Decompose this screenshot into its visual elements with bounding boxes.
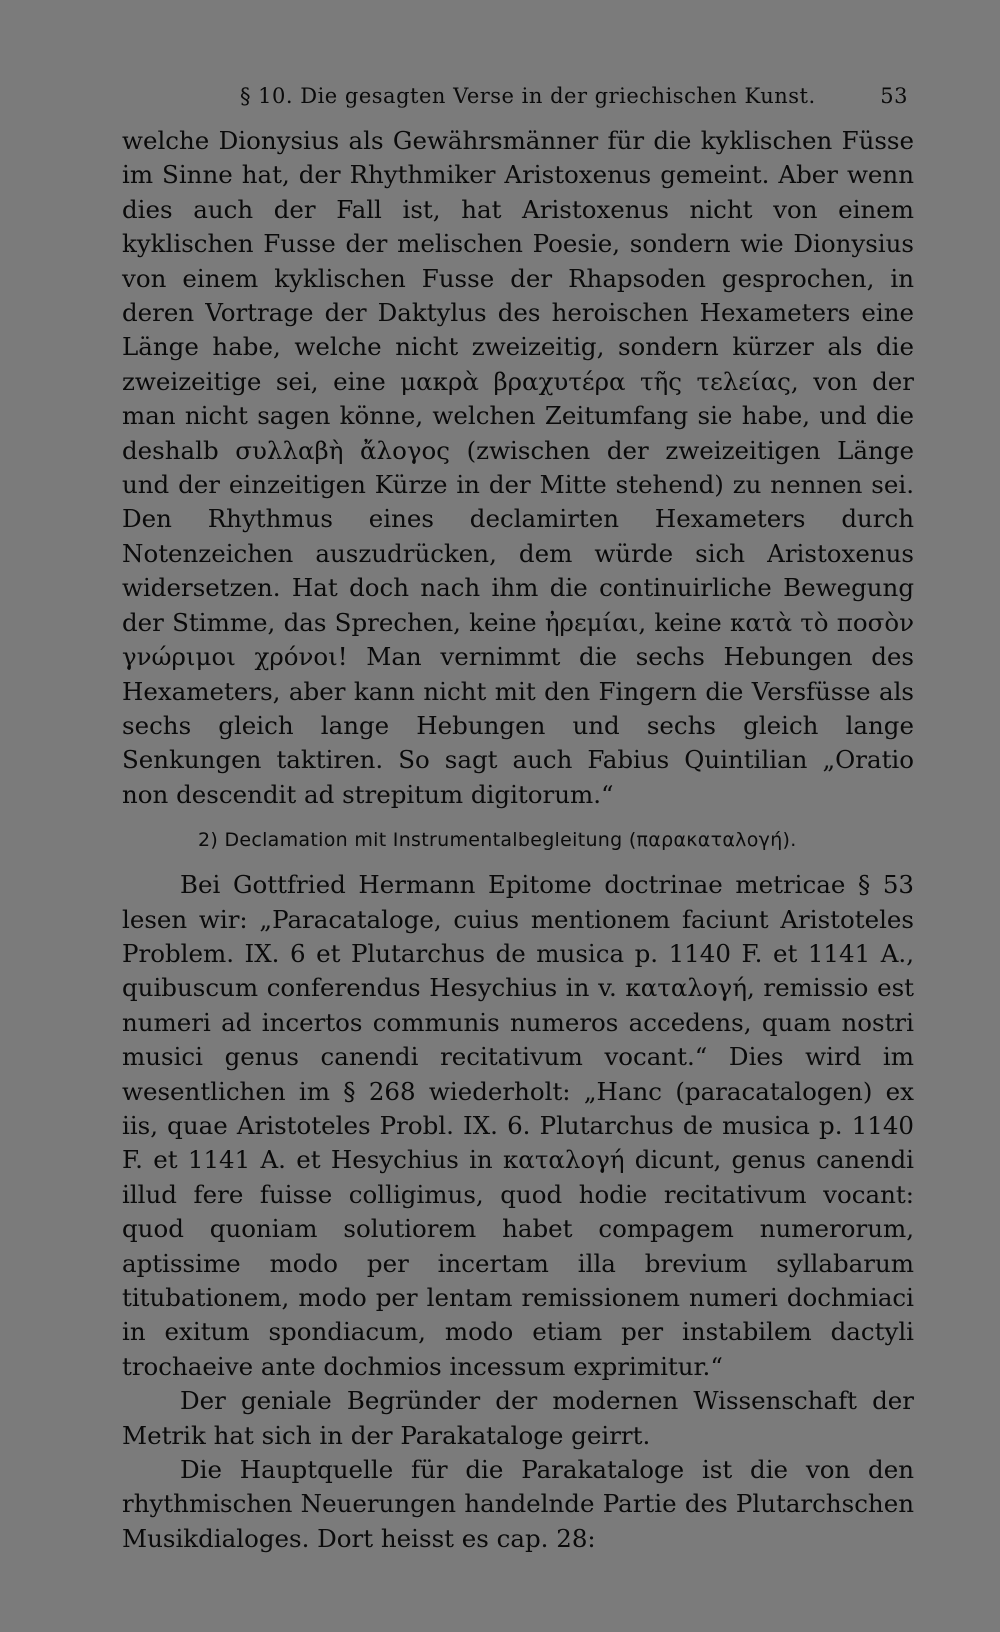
body-paragraph: Bei Gottfried Hermann Epitome doctrinae metricae § 53 lesen wir: „Paracataloge, cuius mentionem faciunt Aristoteles Problem. IX. 6 et Plutarchus de musica p. 1140 F. et 1141 A., quibuscum conferendus Hesychius in v. καταλογή, remissio est numeri ad incertos communis numeros accedens, quam nostri musici genus canendi recitativum vocant.“ Dies wird im wesentlichen im § 268 wiederholt: „Hanc (paracatalogen) ex iis, quae Aristoteles Probl. IX. 6. Plutarchus de musica p. 1140 F. et 1141 A. et Hesychius in καταλογή dicunt, genus canendi illud fere fuisse colligimus, quod hodie recitativum vocant: quod quoniam solutiorem habet compagem numerorum, aptissime modo per incertam illa brevium syllabarum titubationem, modo per lentam remissionem numeri dochmiaci in exitum spondiacum, modo etiam per instabilem dactyli trochaeive ante dochmios incessum exprimitur.“ [122, 870, 914, 1381]
body-paragraph: Die Hauptquelle für die Parakataloge ist die von den rhythmischen Neuerungen handelnde Partie des Plutarchschen Musikdialoges. Dort heisst es cap. 28: [122, 1455, 914, 1553]
body-paragraph: Der geniale Begründer der modernen Wissenschaft der Metrik hat sich in der Parakataloge geirrt. [122, 1386, 914, 1450]
section-title: § 10. Die gesagten Verse in der griechischen Kunst. [240, 84, 816, 108]
body-paragraph: welche Dionysius als Gewährsmänner für die kyklischen Füsse im Sinne hat, der Rhythmiker Aristoxenus gemeint. Aber wenn dies auch der Fall ist, hat Aristoxenus nicht von einem kyklischen Fusse der melischen Poesie, sondern wie Dionysius von einem kyklischen Fusse der Rhapsoden gesprochen, in deren Vortrage der Daktylus des heroischen Hexameters eine Länge habe, welche nicht zweizeitig, sondern kürzer als die zweizeitige sei, eine μακρὰ βραχυτέρα τῆς τελείας, von der man nicht sagen könne, welchen Zeitumfang sie habe, und die deshalb συλλαβὴ ἄλογος (zwischen der zweizeitigen Länge und der einzeitigen Kürze in der Mitte stehend) zu nennen sei. Den Rhythmus eines declamirten Hexameters durch Notenzeichen auszudrücken, dem würde sich Aristoxenus widersetzen. Hat doch nach ihm die continuirliche Bewegung der Stimme, das Sprechen, keine ἠρεμίαι, keine κατὰ τὸ ποσὸν γνώριμοι χρόνοι! Man vernimmt die sechs Hebungen des Hexameters, aber kann nicht mit den Fingern die Versfüsse als sechs gleich lange Hebungen und sechs gleich lange Senkungen taktiren. So sagt auch Fabius Quintilian „Oratio non descendit ad strepitum digitorum.“ [122, 126, 914, 809]
running-header [122, 84, 914, 124]
book-page [122, 84, 914, 1556]
section-subheading: 2) Declamation mit Instrumentalbegleitung (παρακαταλογή). [198, 829, 797, 852]
page-number: 53 [880, 84, 908, 108]
